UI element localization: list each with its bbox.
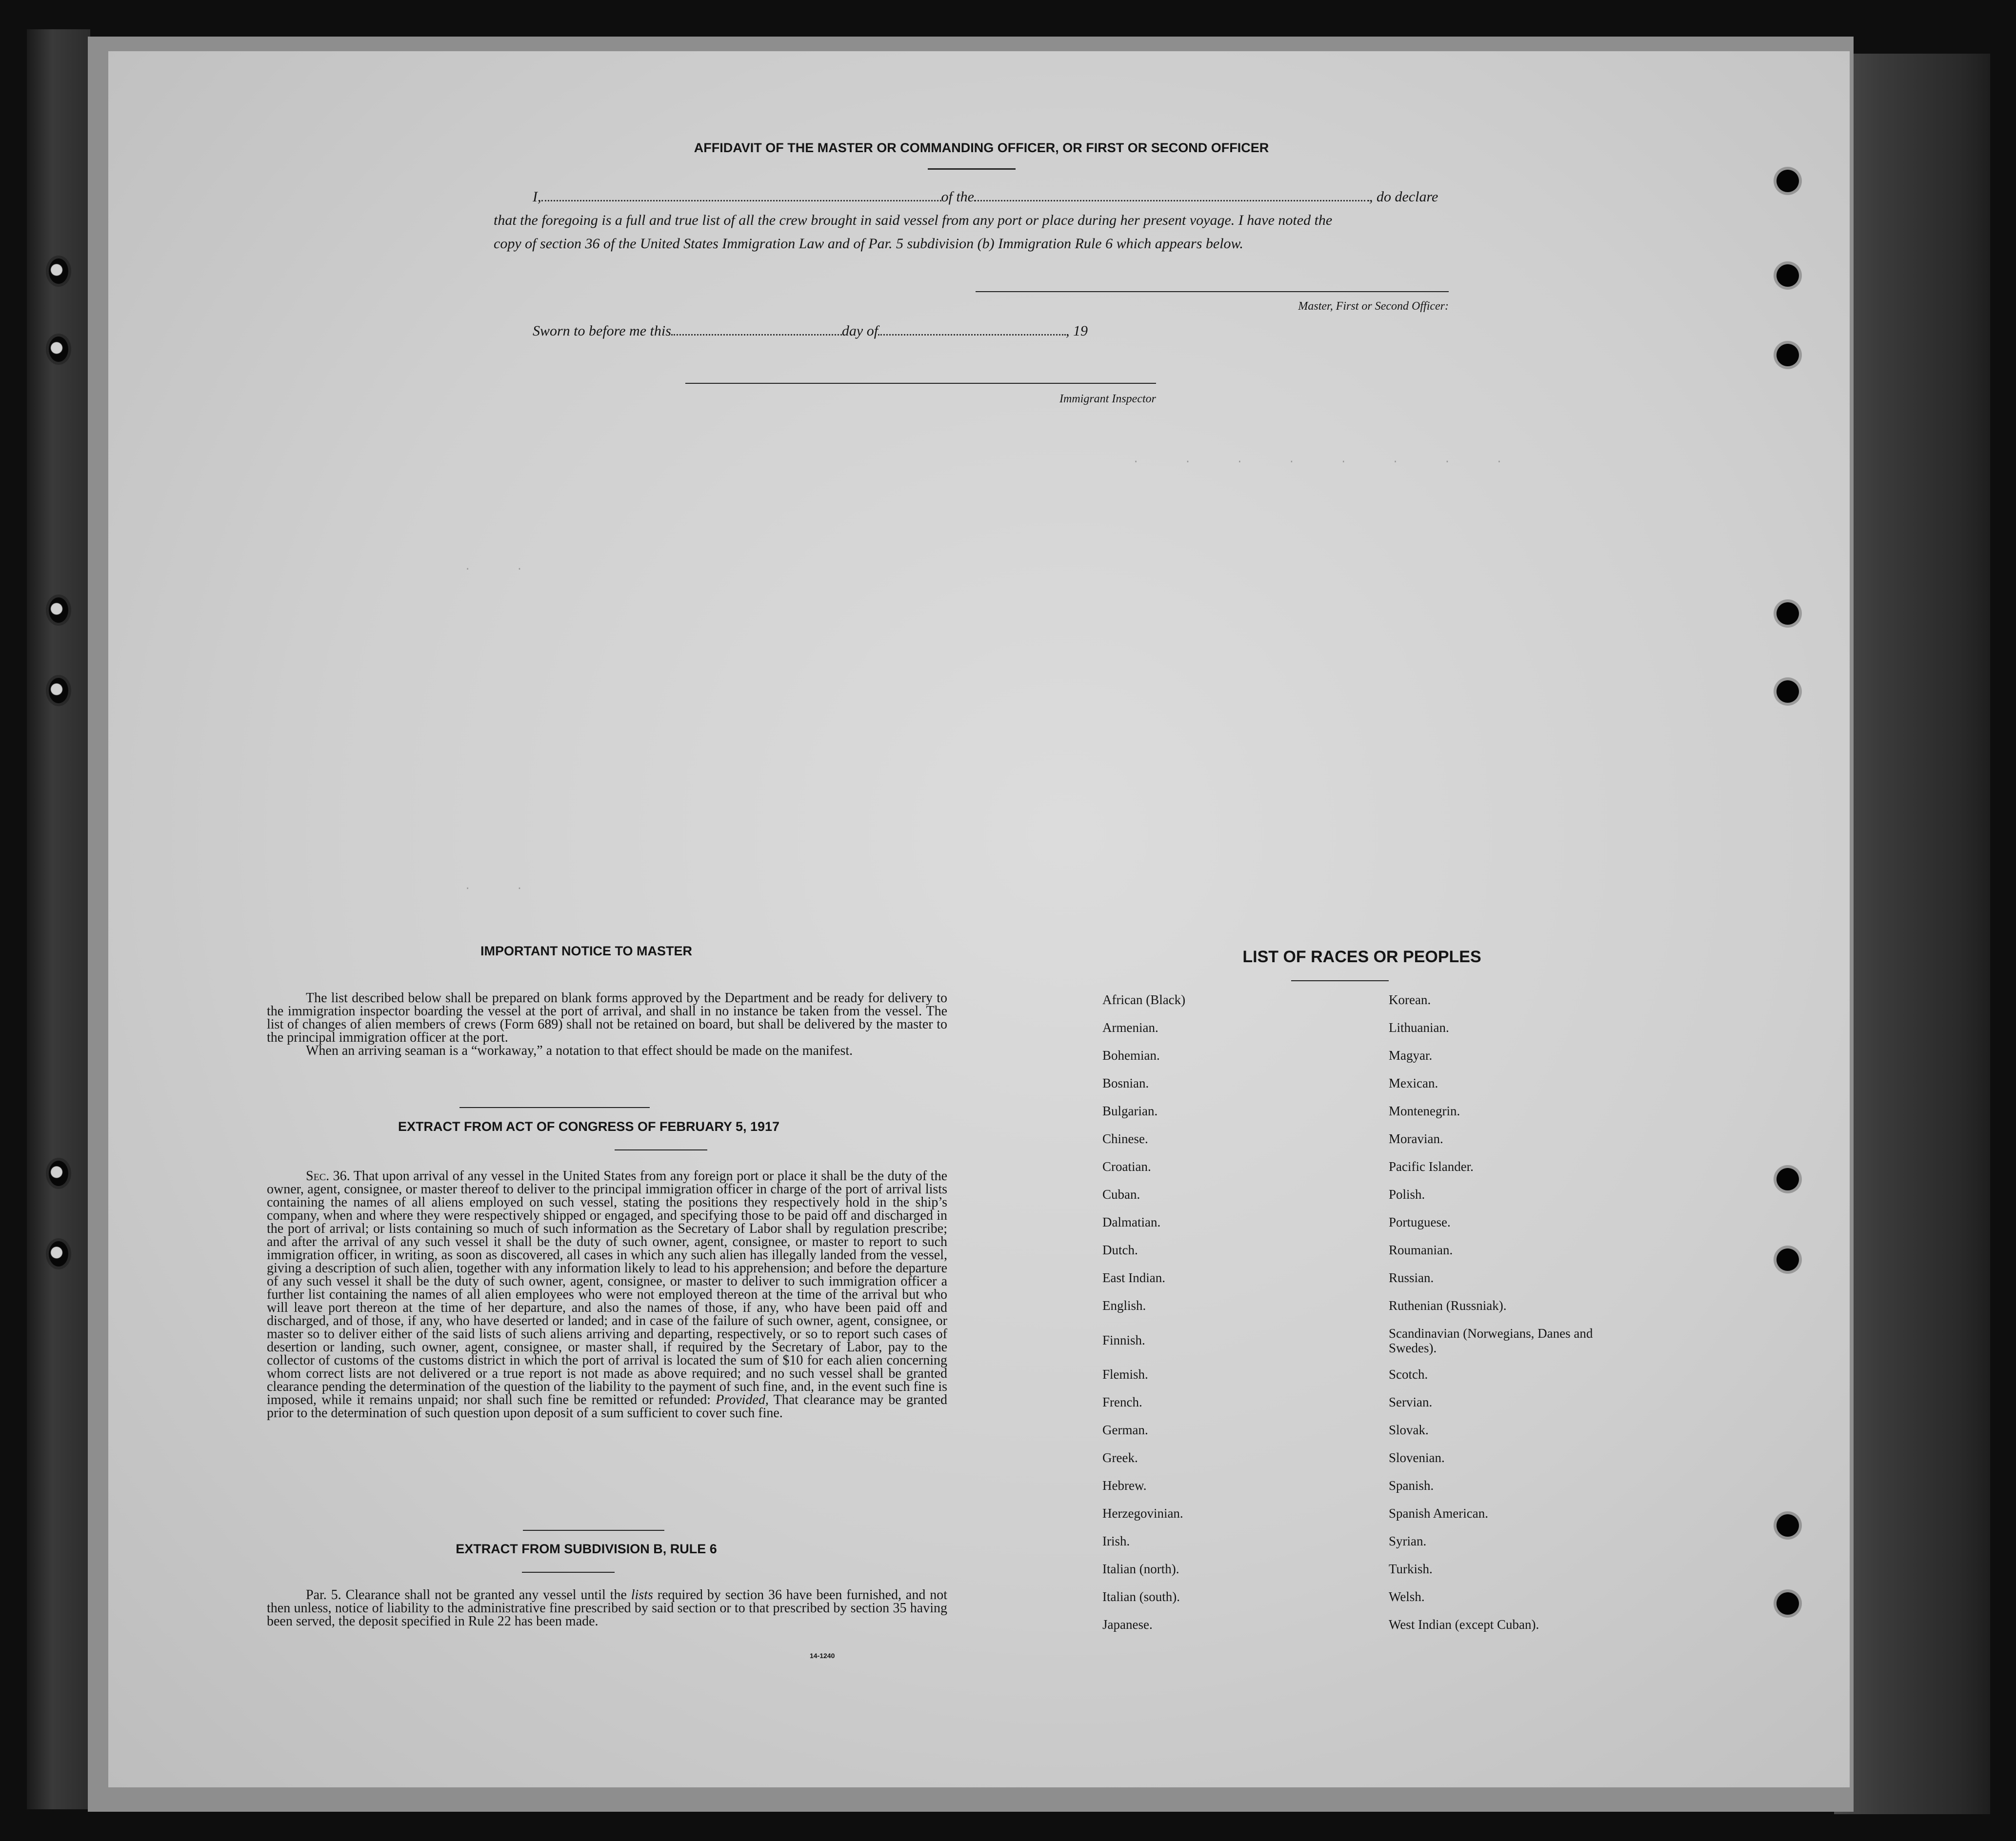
form-number: 14-1240 <box>810 1652 835 1660</box>
notice-title: IMPORTANT NOTICE TO MASTER <box>480 944 692 958</box>
race-item: Slovak. <box>1389 1423 1429 1437</box>
affidavit-line-2: that the foregoing is a full and true list of all the crew brought in said vessel from any port or place during her present voyage. I have noted the <box>494 212 1333 228</box>
rule-6-text-b: required by section 36 have been furnished, and not then unless, notice of liability to the administrative fine prescribed by said section or to that prescribed by section 35 having been served, the deposit specified in Rule 22 has been made. <box>267 1587 948 1629</box>
race-item: Armenian. <box>1102 1020 1158 1035</box>
punch-hole <box>49 258 68 284</box>
races-right-column <box>1389 992 1730 1675</box>
race-item: Montenegrin. <box>1389 1104 1460 1118</box>
race-item: Bohemian. <box>1102 1048 1160 1063</box>
race-item: Korean. <box>1389 992 1431 1007</box>
sworn-mid: day of <box>841 323 878 339</box>
race-item: English. <box>1102 1298 1146 1313</box>
title-underline <box>522 1572 615 1573</box>
sec-36-end: That clearance may be granted prior to the determination of such question upon deposit of a sum sufficient to cover such fine. <box>267 1392 947 1421</box>
race-item: Pacific Islander. <box>1389 1159 1474 1174</box>
punch-hole <box>1776 680 1799 703</box>
inspector-label: Immigrant Inspector <box>1059 393 1156 405</box>
sec-36-body: That upon arrival of any vessel in the United States from any foreign port or place it shall be the duty of the owner, agent, consignee, or master thereof to deliver to the principal immigration officer in charge of the port of arrival lists containing the names of all aliens employed on such vessel, stating the positions they respectively hold in the ship’s company, when and where they were respectively shipped or engaged, and specifying those to be paid off and discharged in the port of arrival; or lists containing so much of such information as the Secretary of Labor shall by regulation prescribe; and after the arrival of any such vessel it shall be the duty of such owner, agent, consignee, or master to report to such immigration officer, in writing, as soon as discovered, all cases in which any such alien has illegally landed from the vessel, giving a description of such alien, together with any information likely to lead to his apprehension; and before the departure of any such vessel it shall be the duty of such owner, agent, consignee, or master to deliver to such immigration officer a further list containing the names of all alien employees who were not employed thereon at the time of the arrival but who will leave port thereon at the time of her departure, and also the names of those, if any, who have been paid off and discharged, and of those, if any, who have deserted or landed; and in case of the failure of such owner, agent, consignee, or master so to deliver either of the said lists of such aliens arriving and departing, respectively, or so to report such cases of desertion or landing, such owner, agent, consignee, or master shall, if required by the Secretary of Labor, pay to the collector of customs of the customs district in which the port of arrival is located the sum of $10 for each alien concerning whom correct lists are not delivered or a true report is not made as above required; and no such vessel shall be granted clearance pending the determination of the question of the liability to the payment of such fine, and, in the event such fine is imposed, while it remains unpaid; nor shall such fine be remitted or refunded: <box>267 1168 947 1407</box>
master-signature-line[interactable] <box>976 291 1449 292</box>
race-item: Cuban. <box>1102 1187 1140 1202</box>
race-item: Finnish. <box>1102 1333 1145 1347</box>
race-item: Italian (south). <box>1102 1589 1180 1604</box>
race-item: Russian. <box>1389 1270 1434 1285</box>
punch-hole <box>49 1241 68 1267</box>
punch-hole <box>49 337 68 362</box>
affidavit-body <box>494 185 1577 256</box>
race-item: Portuguese. <box>1389 1215 1451 1229</box>
race-item: Spanish American. <box>1389 1506 1488 1521</box>
bleed-through-marks: . . <box>464 880 542 892</box>
section-divider <box>459 1107 650 1108</box>
race-item: Mexican. <box>1389 1076 1438 1090</box>
sworn-month-field[interactable] <box>878 322 1066 336</box>
master-signature-label: Master, First or Second Officer: <box>1298 300 1449 313</box>
race-item: Servian. <box>1389 1395 1433 1409</box>
provided-word: Provided, <box>716 1392 769 1407</box>
affidavit-line-1 <box>533 185 1577 209</box>
lists-word: lists <box>631 1587 653 1603</box>
race-item: Magyar. <box>1389 1048 1433 1063</box>
punch-hole <box>1776 264 1799 287</box>
race-item: Bulgarian. <box>1102 1104 1158 1118</box>
notice-paragraph-1: The list described below shall be prepared on blank forms approved by the Department and be ready for delivery to the immigration inspector boarding the vessel at the port of arrival, and shall in no instance be taken from the vessel. The list of changes of alien members of crews (Form 689) shall not be retained on board, but shall be delivered by the master to the principal immigration officer at the port. <box>267 990 947 1045</box>
title-underline <box>615 1149 707 1150</box>
race-item: Greek. <box>1102 1450 1138 1465</box>
punch-hole <box>49 1161 68 1186</box>
affidavit-line1-mid: of the <box>941 189 974 205</box>
extract-act-title: EXTRACT FROM ACT OF CONGRESS OF FEBRUARY 5, 1917 <box>398 1119 780 1134</box>
title-underline <box>1291 980 1389 981</box>
race-item: Japanese. <box>1102 1617 1153 1632</box>
punch-hole <box>49 678 68 703</box>
master-name-field[interactable] <box>541 188 941 201</box>
punch-hole <box>1776 1248 1799 1271</box>
race-item: East Indian. <box>1102 1270 1165 1285</box>
sworn-year: , 19 <box>1066 323 1088 339</box>
races-title: LIST OF RACES OR PEOPLES <box>1242 948 1481 966</box>
race-item: Ruthenian (Russniak). <box>1389 1298 1507 1313</box>
race-item: Scotch. <box>1389 1367 1428 1382</box>
race-item: Bosnian. <box>1102 1076 1149 1090</box>
race-item: Dalmatian. <box>1102 1215 1161 1229</box>
affidavit-line-3: copy of section 36 of the United States Immigration Law and of Par. 5 subdivision (b) Immigration Rule 6 which appears below. <box>494 236 1243 252</box>
rule-6-text <box>267 1588 947 1628</box>
inspector-signature-line[interactable] <box>685 383 1156 384</box>
race-item: Roumanian. <box>1389 1243 1453 1257</box>
race-item: Flemish. <box>1102 1367 1148 1382</box>
section-divider <box>523 1530 664 1531</box>
bleed-through-marks: . . <box>464 561 542 573</box>
section-36-text <box>267 1169 947 1420</box>
sec-36-label: Sec. 36. <box>306 1168 350 1184</box>
sworn-day-field[interactable] <box>671 322 842 336</box>
race-item: Chinese. <box>1102 1131 1148 1146</box>
race-item: Moravian. <box>1389 1131 1443 1146</box>
bleed-through-marks: . . . . . . . . <box>1133 454 1522 466</box>
affidavit-title: AFFIDAVIT OF THE MASTER OR COMMANDING OFFICER, OR FIRST OR SECOND OFFICER <box>694 140 1269 155</box>
race-item: Dutch. <box>1102 1243 1138 1257</box>
punch-hole <box>1776 602 1799 625</box>
title-underline <box>928 168 1016 170</box>
right-binder-edge <box>1834 54 1990 1814</box>
punch-hole <box>1776 1592 1799 1615</box>
race-item: Slovenian. <box>1389 1450 1445 1465</box>
race-item: Welsh. <box>1389 1589 1425 1604</box>
sworn-line <box>533 319 1088 343</box>
race-item: Polish. <box>1389 1187 1425 1202</box>
race-item: Italian (north). <box>1102 1562 1179 1576</box>
race-item: Syrian. <box>1389 1534 1427 1548</box>
sworn-prefix: Sworn to before me this <box>533 323 671 339</box>
race-item: Croatian. <box>1102 1159 1151 1174</box>
race-item: Spanish. <box>1389 1478 1434 1493</box>
affidavit-line1-suffix: , do declare <box>1369 189 1438 205</box>
race-item: Lithuanian. <box>1389 1020 1449 1035</box>
notice-text <box>267 991 947 1057</box>
race-item: Hebrew. <box>1102 1478 1147 1493</box>
affidavit-line1-prefix: I, <box>533 189 541 205</box>
vessel-name-field[interactable] <box>974 188 1369 201</box>
punch-hole <box>49 597 68 623</box>
punch-hole <box>1776 170 1799 192</box>
race-item: West Indian (except Cuban). <box>1389 1617 1539 1632</box>
race-item: Scandinavian (Norwegians, Danes and Swedes). <box>1389 1326 1593 1355</box>
punch-hole <box>1776 1168 1799 1190</box>
punch-hole <box>1776 1514 1799 1537</box>
notice-paragraph-2: When an arriving seaman is a “workaway,” a notation to that effect should be made on the manifest. <box>306 1043 853 1058</box>
punch-hole <box>1776 344 1799 366</box>
extract-rule-title: EXTRACT FROM SUBDIVISION B, RULE 6 <box>456 1542 717 1556</box>
race-item: German. <box>1102 1423 1148 1437</box>
race-item: African (Black) <box>1102 992 1186 1007</box>
race-item: Herzegovinian. <box>1102 1506 1183 1521</box>
left-binder-edge <box>27 29 90 1809</box>
race-item: Turkish. <box>1389 1562 1433 1576</box>
race-item: French. <box>1102 1395 1142 1409</box>
race-item: Irish. <box>1102 1534 1130 1548</box>
form-sheet <box>108 51 1850 1787</box>
rule-6-text-a: Par. 5. Clearance shall not be granted any vessel until the <box>306 1587 627 1603</box>
